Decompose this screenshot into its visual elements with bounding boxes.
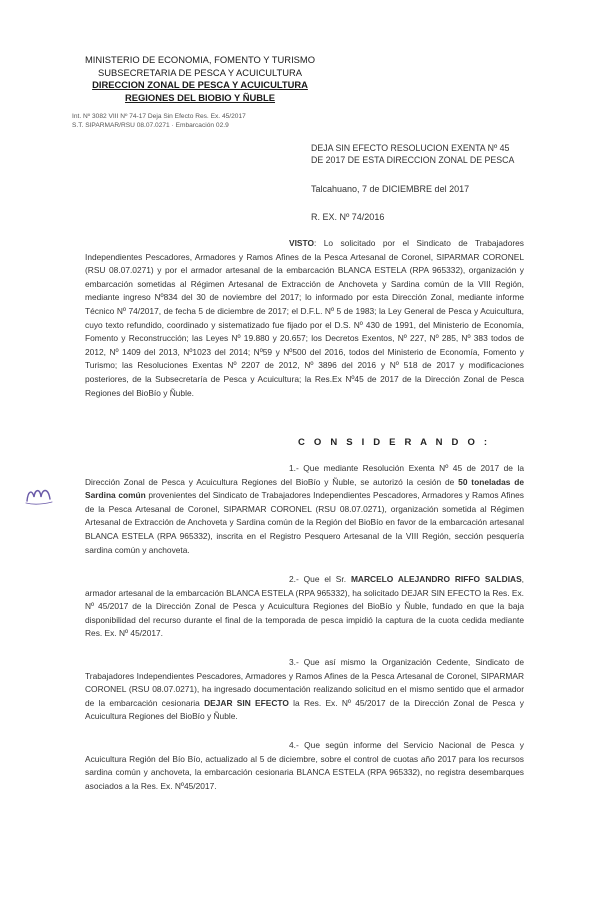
item-3-text-a: 3.- Que así mismo la Organización Cedente, Sindicato de Trabajadores Independientes Pescadores, Armadores y Ramos Afines de la Pesca Artesanal de Coronel, SIPARMAR CORONEL (RSU 08.07.0271), ha ingresado documentación realizando solicitud en el mismo sentido que el armador de la embarcación cesionaria [85, 657, 524, 708]
resolution-subject: DEJA SIN EFECTO RESOLUCION EXENTA Nº 45 DE 2017 DE ESTA DIRECCION ZONAL DE PESCA [311, 143, 515, 165]
reference-line-2: S.T. SIPARMAR/RSU 08.07.0271 · Embarcación 02.9 [72, 122, 229, 129]
place-and-date: Talcahuano, 7 de DICIEMBRE del 2017 [311, 184, 470, 194]
item-1-text-bold: 50 toneladas de Sardina común [85, 476, 524, 501]
considerando-item-2 [85, 573, 524, 641]
considerando-item-3 [85, 656, 524, 724]
item-1-text-b: provenientes del Sindicato de Trabajadores Independientes Pescadores, Armadores y Ramos Afines de la Pesca Artesanal de Coronel, SIPARMAR CORONEL (RSU 08.07.0271), organización sometida al Régimen Artesanal de Extracción de Anchoveta y Sardina común de la Región del BioBío en favor de la embarcación artesanal BLANCA ESTELA (RPA 965332), inscrita en el Registro Pesquero Artesanal de la VIII Región, sección pesquería sardina común y anchoveta. [85, 490, 524, 555]
item-4-text-a: 4.- Que según informe del Servicio Nacional de Pesca y Acuicultura Región del Bío Bío, actualizado al 5 de diciembre, sobre el control de cuotas año 2017 para los recursos sardina común y anchoveta, la embarcación cesionaria BLANCA ESTELA (RPA 965332), no registra desembarques asociados a la Res. Ex. Nº45/2017. [85, 740, 524, 791]
visto-label: VISTO [289, 238, 314, 248]
letterhead [70, 54, 330, 104]
item-2-text-b: , armador artesanal de la embarcación BLANCA ESTELA (RPA 965332), ha solicitado DEJAR SIN EFECTO la Res. Ex. Nº 45/2017 de la Dirección Zonal de Pesca y Acuicultura Regiones del BioBío y Ñuble, fundado en que la baja disponibilidad del recurso durante el final de la temporada de pesca impidió la captura de la cuota cedida mediante Res. Ex. Nº 45/2017. [85, 574, 524, 639]
visto-text: : Lo solicitado por el Sindicato de Trabajadores Independientes Pescadores, Armadores y Ramos Afines de la Pesca Artesanal de Coronel, SIPARMAR CORONEL (RSU 08.07.0271) y por el armador artesanal de la embarcación BLANCA ESTELA (RPA 965332), organización y embarcación sometidas al Régimen Artesanal de Extracción de Anchoveta y Sardina común de la VIII Región, mediante ingreso Nº834 del 30 de noviembre del 2017; lo informado por esta Dirección Zonal, mediante informe Técnico Nº 74/2017, de fecha 5 de diciembre de 2017; el D.F.L. Nº 5 de 1983; la Ley General de Pesca y Acuicultura, cuyo texto refundido, coordinado y sistematizado fue fijado por el D.S. Nº 430 de 1991, del Ministerio de Economía, Fomento y Reconstrucción; las Leyes Nº 19.880 y 20.657; los Decretos Exentos, Nº 227, Nº 285, Nº 383 todos de 2012, Nº 1409 del 2013, Nº1023 del 2014; Nº59 y Nº500 del 2016, todos del Ministerio de Economía, Fomento y Turismo; las Resoluciones Exentas Nº 2207 de 2012, Nº 3896 del 2016 y Nº 518 de 2017 y modificaciones posteriores, de la Subsecretaría de Pesca y Acuicultura; la Res.Ex Nº45 de 2017 de la Dirección Zonal de Pesca Regiones del BioBío y Ñuble. [85, 238, 524, 398]
considerando-item-4 [85, 739, 524, 793]
visto-paragraph [85, 237, 524, 400]
reference-line-1: Int. Nº 3082 VIII Nº 74-17 Deja Sin Efecto Res. Ex. 45/2017 [72, 113, 246, 120]
item-1-text-a: 1.- Que mediante Resolución Exenta Nº 45 de 2017 de la Dirección Zonal de Pesca y Acuicultura Regiones del BioBío y Ñuble, se autorizó la cesión de [85, 463, 524, 487]
item-3-text-bold: DEJAR SIN EFECTO [204, 697, 289, 708]
item-3-text-b: la Res. Ex. Nº 45/2017 de la Dirección Zonal de Pesca y Acuicultura Regiones del BioBío y Ñuble. [85, 697, 524, 722]
reference-codes [72, 112, 246, 130]
letterhead-line-direccion: DIRECCION ZONAL DE PESCA Y ACUICULTURA [92, 79, 308, 90]
item-2-text-a: 2.- Que el Sr. [289, 574, 351, 584]
letterhead-line-regiones: REGIONES DEL BIOBIO Y ÑUBLE [124, 91, 276, 103]
letterhead-line-ministry: MINISTERIO DE ECONOMIA, FOMENTO Y TURISMO [84, 54, 316, 65]
considerando-item-1 [85, 462, 524, 557]
considerando-title: C O N S I D E R A N D O : [298, 437, 491, 448]
resolution-number: R. EX. Nº 74/2016 [311, 212, 385, 222]
handwritten-initial-mark [24, 481, 54, 507]
letterhead-line-subsecretaria: SUBSECRETARIA DE PESCA Y ACUICULTURA [97, 66, 303, 78]
item-2-text-bold: MARCELO ALEJANDRO RIFFO SALDIAS [350, 574, 522, 584]
